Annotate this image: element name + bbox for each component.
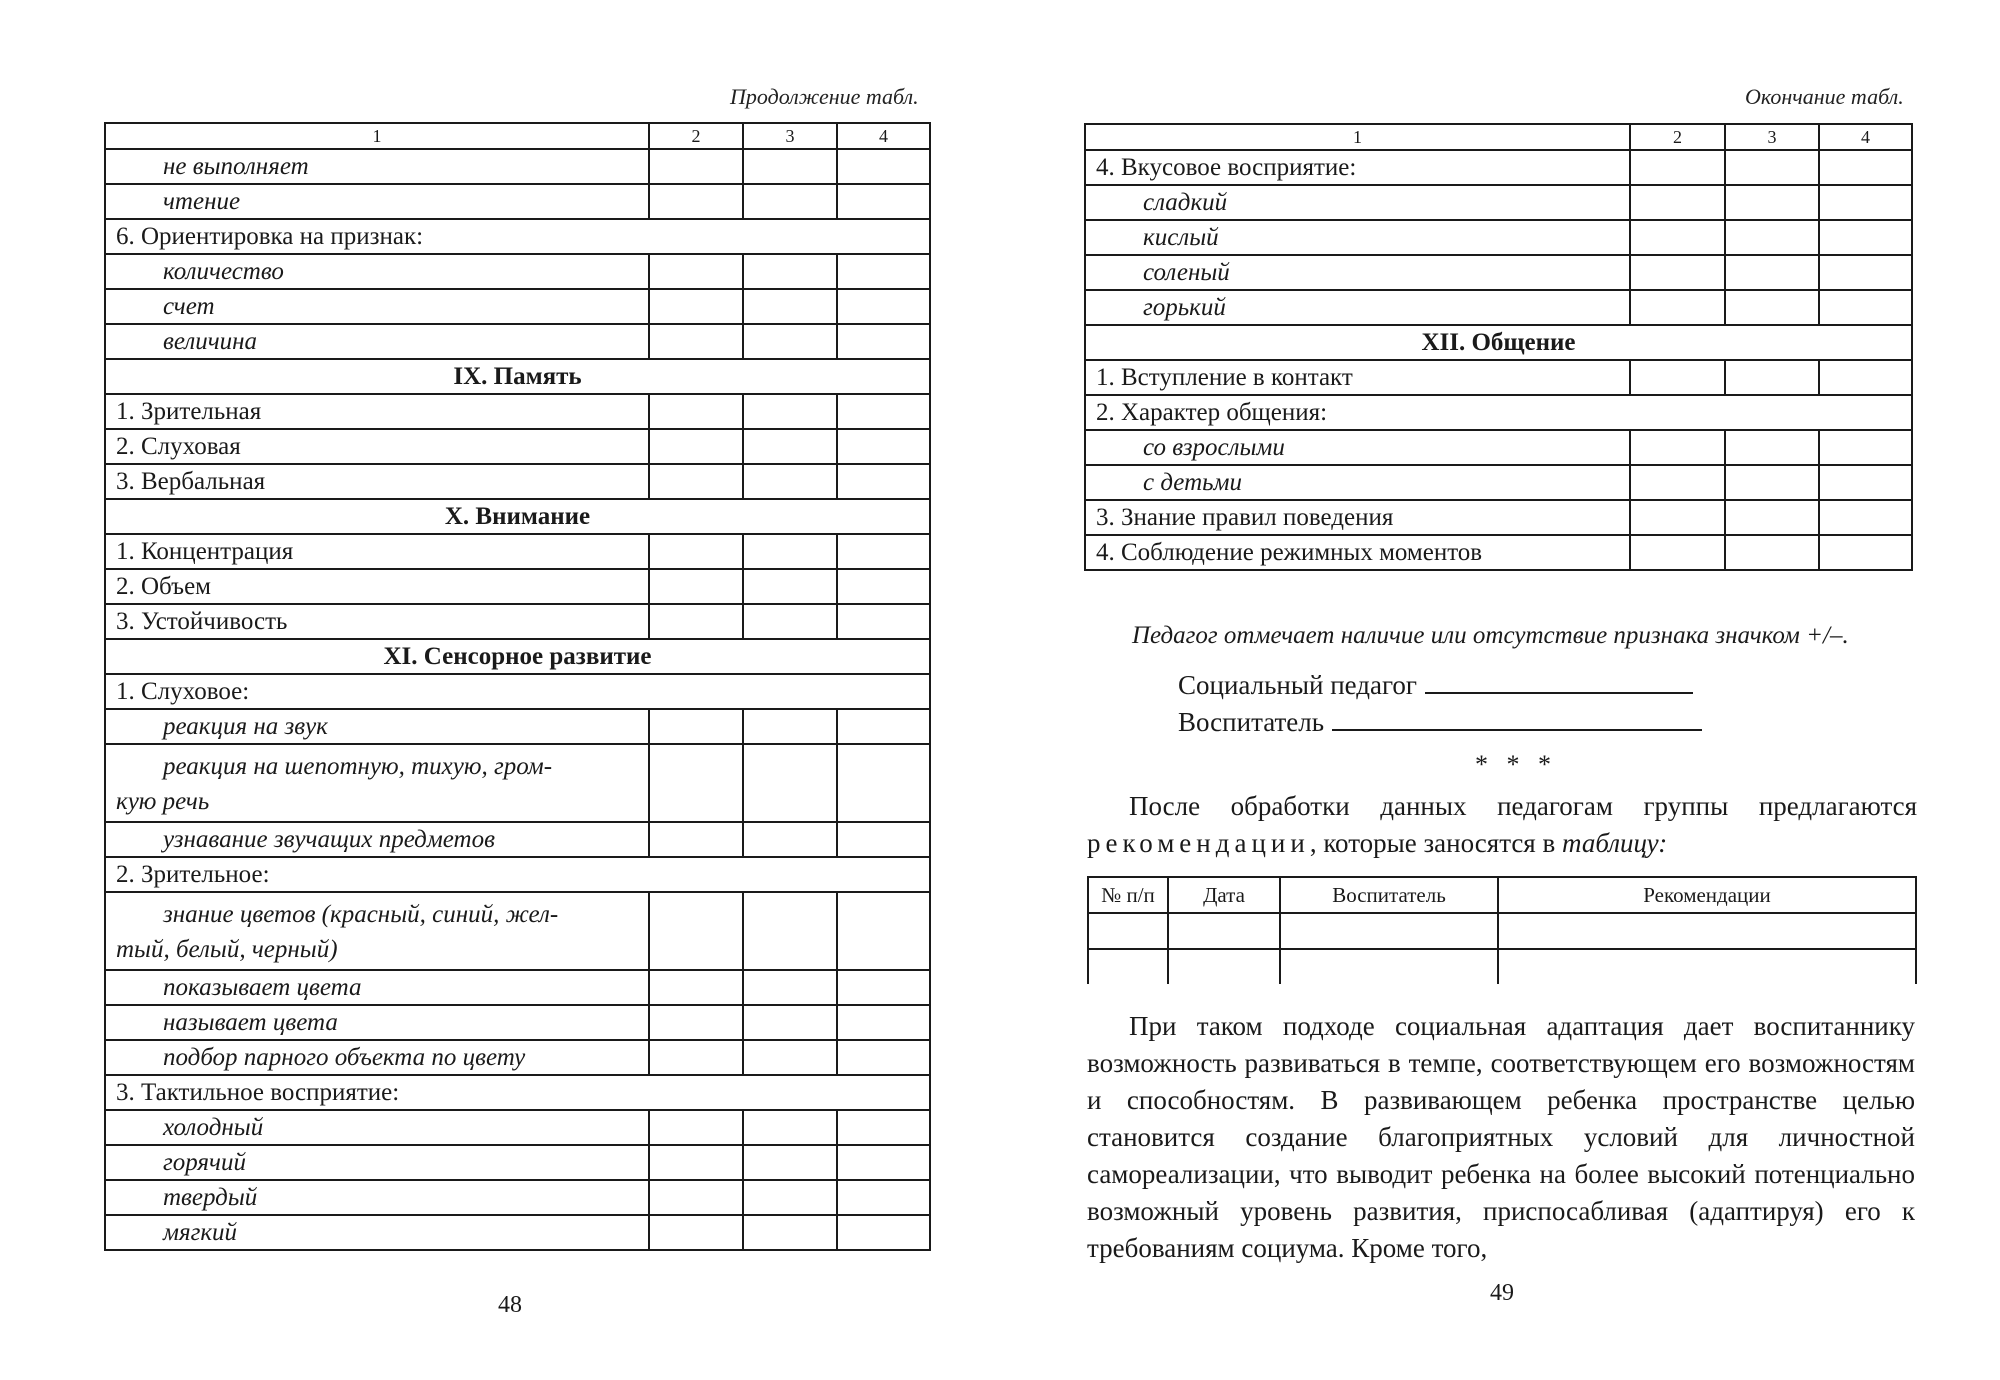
item-label: сладкий	[1085, 185, 1630, 220]
observation-table-left	[104, 122, 931, 1251]
mark-cell	[1725, 220, 1819, 255]
rec-header-cell: Рекомендации	[1498, 877, 1916, 913]
mark-cell	[743, 534, 837, 569]
table-row	[105, 674, 930, 709]
mark-cell	[1630, 360, 1725, 395]
header-cell: 2	[1630, 124, 1725, 150]
mark-cell	[743, 1110, 837, 1145]
mark-cell	[743, 892, 837, 970]
mark-cell	[1725, 535, 1819, 570]
table-row	[105, 1215, 930, 1250]
item-label: со взрослыми	[1085, 430, 1630, 465]
mark-cell	[1819, 185, 1912, 220]
mark-cell	[1630, 220, 1725, 255]
mark-cell	[649, 534, 743, 569]
mark-cell	[649, 289, 743, 324]
mark-cell	[649, 1180, 743, 1215]
mark-cell	[837, 324, 930, 359]
mark-cell	[1725, 290, 1819, 325]
mark-cell	[743, 709, 837, 744]
mark-cell	[649, 604, 743, 639]
mark-cell	[649, 1145, 743, 1180]
criterion-label: 1. Концентрация	[105, 534, 649, 569]
criterion-label: 1. Вступление в контакт	[1085, 360, 1630, 395]
table-header-row	[1085, 124, 1912, 150]
header-cell: 3	[1725, 124, 1819, 150]
item-label: количество	[105, 254, 649, 289]
section-heading: XI. Сенсорное развитие	[105, 639, 930, 674]
mark-cell	[837, 1145, 930, 1180]
mark-cell	[837, 569, 930, 604]
section-divider: * * *	[1475, 750, 1557, 779]
recommendations-table	[1087, 876, 1917, 984]
table-row	[105, 892, 930, 970]
item-label: мягкий	[105, 1215, 649, 1250]
signature-social-pedagogue	[1178, 670, 1693, 701]
mark-cell	[1630, 430, 1725, 465]
mark-cell	[649, 1110, 743, 1145]
mark-cell	[837, 1005, 930, 1040]
mark-cell	[743, 464, 837, 499]
item-label: подбор парного объекта по цвету	[105, 1040, 649, 1075]
table-row	[105, 184, 930, 219]
table-row	[105, 1040, 930, 1075]
mark-cell	[1630, 255, 1725, 290]
item-label: горячий	[105, 1145, 649, 1180]
signature-label: Социальный педагог	[1178, 670, 1417, 700]
rec-empty-cell	[1280, 913, 1498, 949]
mark-cell	[837, 744, 930, 822]
item-label: величина	[105, 324, 649, 359]
item-label: называет цвета	[105, 1005, 649, 1040]
section-heading: XII. Общение	[1085, 325, 1912, 360]
table-row	[105, 534, 930, 569]
para-italic: таблицу:	[1561, 828, 1668, 858]
group-label: 3. Тактильное восприятие:	[105, 1075, 930, 1110]
mark-cell	[837, 464, 930, 499]
mark-cell	[743, 1145, 837, 1180]
rec-header-cell: Дата	[1168, 877, 1280, 913]
mark-cell	[1630, 500, 1725, 535]
page-number: 49	[1490, 1280, 1514, 1306]
para-text: , которые заносятся в	[1309, 828, 1556, 858]
item-label: соленый	[1085, 255, 1630, 290]
signature-line	[1425, 670, 1693, 694]
item-label	[105, 892, 649, 970]
mark-cell	[743, 289, 837, 324]
section-heading: X. Внимание	[105, 499, 930, 534]
mark-cell	[743, 1180, 837, 1215]
header-cell: 2	[649, 123, 743, 149]
mark-cell	[649, 394, 743, 429]
mark-cell	[1725, 255, 1819, 290]
table-header-row	[105, 123, 930, 149]
observation-table-right	[1084, 123, 1913, 571]
table-row	[105, 254, 930, 289]
mark-cell	[649, 744, 743, 822]
mark-cell	[1630, 465, 1725, 500]
table-row	[105, 822, 930, 857]
table-row	[105, 709, 930, 744]
mark-cell	[649, 1040, 743, 1075]
signature-label: Воспитатель	[1178, 707, 1325, 737]
mark-cell	[743, 569, 837, 604]
table-row	[105, 569, 930, 604]
table-row	[105, 499, 930, 534]
mark-cell	[837, 429, 930, 464]
table-row	[105, 1145, 930, 1180]
table-row	[105, 1180, 930, 1215]
mark-cell	[837, 394, 930, 429]
rec-empty-cell	[1498, 949, 1916, 984]
table-row	[1085, 325, 1912, 360]
rec-empty-cell	[1168, 949, 1280, 984]
mark-cell	[649, 149, 743, 184]
spaced-word: рекомендации	[1087, 828, 1310, 858]
table-row	[1085, 185, 1912, 220]
table-row	[105, 429, 930, 464]
table-row	[105, 149, 930, 184]
item-label-line: тый, белый, черный)	[116, 936, 338, 963]
mark-cell	[837, 289, 930, 324]
mark-cell	[743, 822, 837, 857]
mark-cell	[649, 184, 743, 219]
table-row	[105, 289, 930, 324]
table-row	[105, 1005, 930, 1040]
mark-cell	[837, 822, 930, 857]
mark-cell	[743, 1005, 837, 1040]
mark-cell	[837, 604, 930, 639]
item-label-line: кую речь	[116, 788, 210, 815]
paragraph-conclusion: При таком подходе социальная адаптация дает воспитаннику возможность развиваться в темпе, соответствующем его возможностям и способностям. В развивающем ребенка пространстве целью становится создание благоприятных условий для личностной самореализации, что выводит ребенка на более высокий потенциально возможный уровень развития, приспосабливая (адаптируя) его к требованиям социума. Кроме того,	[1087, 1011, 1915, 1263]
item-label	[105, 744, 649, 822]
rec-empty-cell	[1088, 913, 1168, 949]
item-label: счет	[105, 289, 649, 324]
mark-cell	[837, 1040, 930, 1075]
table-row	[105, 1075, 930, 1110]
header-cell: 3	[743, 123, 837, 149]
criterion-label: 2. Объем	[105, 569, 649, 604]
item-label: реакция на звук	[105, 709, 649, 744]
mark-cell	[1819, 290, 1912, 325]
table-row	[105, 219, 930, 254]
header-cell: 1	[105, 123, 649, 149]
mark-cell	[837, 970, 930, 1005]
mark-cell	[837, 892, 930, 970]
continuation-label: Продолжение табл.	[730, 84, 919, 109]
table-row	[1085, 290, 1912, 325]
mark-cell	[649, 892, 743, 970]
header-cell: 4	[1819, 124, 1912, 150]
mark-cell	[1819, 500, 1912, 535]
signature-line	[1332, 707, 1702, 731]
table-row	[1085, 255, 1912, 290]
rec-header-cell: № п/п	[1088, 877, 1168, 913]
table-row	[1085, 360, 1912, 395]
mark-cell	[1819, 360, 1912, 395]
criterion-label: 4. Соблюдение режимных моментов	[1085, 535, 1630, 570]
table-row	[1085, 395, 1912, 430]
rec-header-cell: Воспитатель	[1280, 877, 1498, 913]
marking-note: Педагог отмечает наличие или отсутствие признака значком +/–.	[1132, 622, 1849, 649]
item-label: с детьми	[1085, 465, 1630, 500]
group-label: 1. Слуховое:	[105, 674, 930, 709]
mark-cell	[1819, 535, 1912, 570]
mark-cell	[1819, 465, 1912, 500]
criterion-label: 4. Вкусовое восприятие:	[1085, 150, 1630, 185]
criterion-label: 3. Вербальная	[105, 464, 649, 499]
mark-cell	[837, 709, 930, 744]
criterion-label: 1. Зрительная	[105, 394, 649, 429]
item-label-line: знание цветов (красный, синий, жел-	[163, 901, 559, 928]
mark-cell	[1630, 290, 1725, 325]
table-row	[105, 464, 930, 499]
mark-cell	[837, 1180, 930, 1215]
mark-cell	[837, 534, 930, 569]
mark-cell	[1725, 430, 1819, 465]
item-label: кислый	[1085, 220, 1630, 255]
page-number: 48	[498, 1292, 522, 1318]
table-row	[1085, 430, 1912, 465]
table-row	[105, 324, 930, 359]
paragraph-intro	[1087, 788, 1917, 862]
table-row	[105, 1110, 930, 1145]
mark-cell	[1819, 150, 1912, 185]
group-label: 2. Зрительное:	[105, 857, 930, 892]
item-label: горький	[1085, 290, 1630, 325]
item-label: холодный	[105, 1110, 649, 1145]
mark-cell	[743, 149, 837, 184]
mark-cell	[743, 394, 837, 429]
group-label: 2. Характер общения:	[1085, 395, 1912, 430]
item-label: узнавание звучащих предметов	[105, 822, 649, 857]
rec-empty-cell	[1280, 949, 1498, 984]
signature-educator	[1178, 707, 1702, 738]
mark-cell	[743, 744, 837, 822]
table-row	[105, 970, 930, 1005]
mark-cell	[1725, 150, 1819, 185]
mark-cell	[743, 254, 837, 289]
mark-cell	[1725, 185, 1819, 220]
mark-cell	[837, 184, 930, 219]
mark-cell	[649, 254, 743, 289]
mark-cell	[837, 1215, 930, 1250]
table-row	[105, 857, 930, 892]
mark-cell	[1725, 500, 1819, 535]
item-label: чтение	[105, 184, 649, 219]
criterion-label: 3. Устойчивость	[105, 604, 649, 639]
mark-cell	[649, 709, 743, 744]
table-row	[105, 639, 930, 674]
mark-cell	[837, 149, 930, 184]
header-cell: 4	[837, 123, 930, 149]
table-row	[1085, 220, 1912, 255]
mark-cell	[1819, 430, 1912, 465]
mark-cell	[743, 429, 837, 464]
mark-cell	[649, 569, 743, 604]
group-label: 6. Ориентировка на признак:	[105, 219, 930, 254]
rec-empty-cell	[1088, 949, 1168, 984]
mark-cell	[837, 254, 930, 289]
mark-cell	[1725, 465, 1819, 500]
mark-cell	[649, 822, 743, 857]
table-row	[105, 359, 930, 394]
table-row	[1085, 535, 1912, 570]
mark-cell	[649, 464, 743, 499]
table-row	[1085, 465, 1912, 500]
table-row	[105, 744, 930, 822]
para-line: После обработки данных педагогам группы предлагаются	[1129, 791, 1917, 821]
mark-cell	[1630, 185, 1725, 220]
criterion-label: 2. Слуховая	[105, 429, 649, 464]
item-label: не выполняет	[105, 149, 649, 184]
mark-cell	[1819, 255, 1912, 290]
mark-cell	[649, 1215, 743, 1250]
table-row	[105, 604, 930, 639]
criterion-label: 3. Знание правил поведения	[1085, 500, 1630, 535]
header-cell: 1	[1085, 124, 1630, 150]
item-label: твердый	[105, 1180, 649, 1215]
mark-cell	[1630, 150, 1725, 185]
continuation-label: Окончание табл.	[1745, 84, 1904, 109]
item-label-line: реакция на шепотную, тихую, гром-	[163, 753, 553, 780]
mark-cell	[743, 324, 837, 359]
table-row	[105, 394, 930, 429]
mark-cell	[649, 324, 743, 359]
mark-cell	[649, 429, 743, 464]
rec-empty-cell	[1498, 913, 1916, 949]
mark-cell	[1630, 535, 1725, 570]
table-row	[1085, 150, 1912, 185]
mark-cell	[649, 970, 743, 1005]
mark-cell	[743, 1040, 837, 1075]
table-row	[1085, 500, 1912, 535]
mark-cell	[743, 604, 837, 639]
mark-cell	[1725, 360, 1819, 395]
mark-cell	[1819, 220, 1912, 255]
item-label: показывает цвета	[105, 970, 649, 1005]
rec-empty-cell	[1168, 913, 1280, 949]
mark-cell	[837, 1110, 930, 1145]
section-heading: IX. Память	[105, 359, 930, 394]
mark-cell	[743, 970, 837, 1005]
mark-cell	[649, 1005, 743, 1040]
mark-cell	[743, 184, 837, 219]
mark-cell	[743, 1215, 837, 1250]
